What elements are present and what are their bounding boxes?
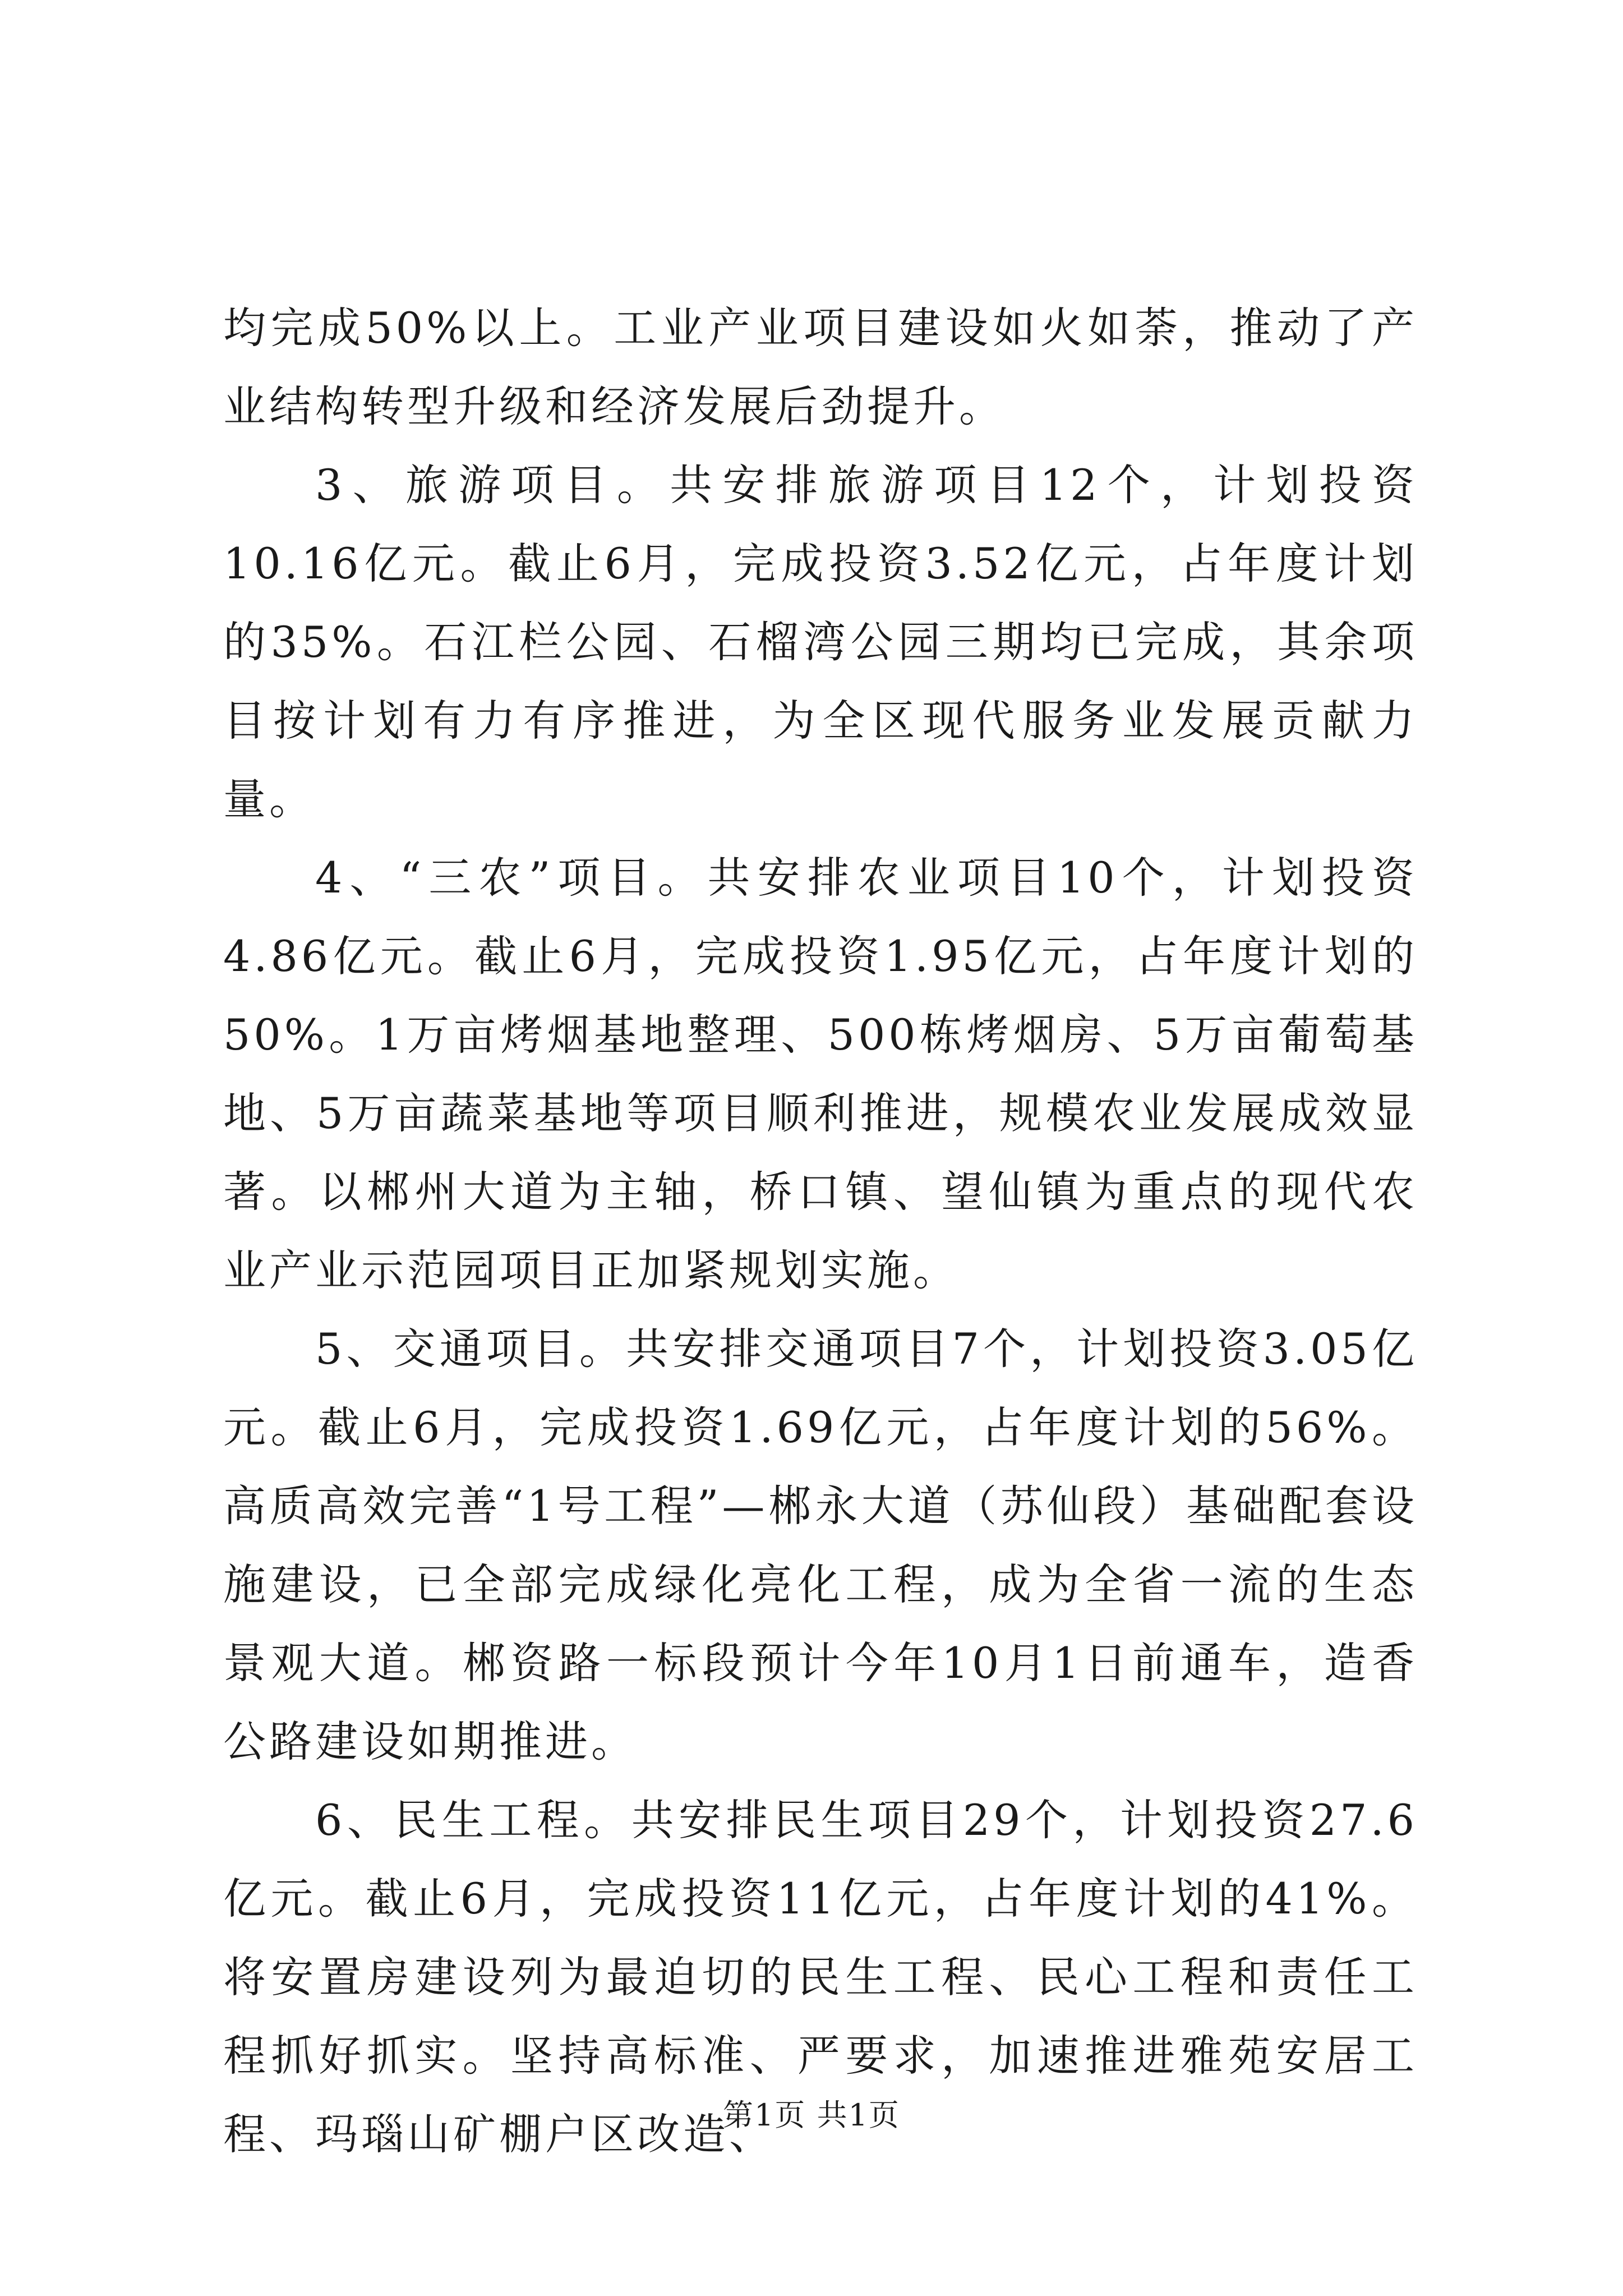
- paragraph-livelihood-projects: 6、民生工程。共安排民生项目29个，计划投资27.6亿元。截止6月，完成投资11亿元，占年度计划的41%。将安置房建设列为最迫切的民生工程、民心工程和责任工程抓好抓实。坚持高标准、严要求，加速推进雅苑安居工程、玛瑙山矿棚户区改造、: [223, 1795, 1418, 2159]
- page-footer: 第1页 共1页: [723, 2097, 900, 2133]
- paragraph-tourism-projects: 3、旅游项目。共安排旅游项目12个，计划投资10.16亿元。截止6月，完成投资3.52亿元，占年度计划的35%。石江栏公园、石榴湾公园三期均已完成，其余项目按计划有力有序推进，为全区现代服务业发展贡献力量。: [223, 460, 1418, 824]
- paragraph-agriculture-projects: 4、“三农”项目。共安排农业项目10个，计划投资4.86亿元。截止6月，完成投资1.95亿元，占年度计划的50%。1万亩烤烟基地整理、500栋烤烟房、5万亩葡萄基地、5万亩蔬菜基地等项目顺利推进，规模农业发展成效显著。以郴州大道为主轴，桥口镇、望仙镇为重点的现代农业产业示范园项目正加紧规划实施。: [223, 853, 1418, 1295]
- document-body: [223, 289, 1418, 2174]
- paragraph-continued: 均完成50%以上。工业产业项目建设如火如荼，推动了产业结构转型升级和经济发展后劲提升。: [223, 303, 1418, 431]
- paragraph-transport-projects: 5、交通项目。共安排交通项目7个，计划投资3.05亿元。截止6月，完成投资1.69亿元，占年度计划的56%。高质高效完善“1号工程”—郴永大道（苏仙段）基础配套设施建设，已全部完成绿化亮化工程，成为全省一流的生态景观大道。郴资路一标段预计今年10月1日前通车，造香公路建设如期推进。: [223, 1324, 1418, 1766]
